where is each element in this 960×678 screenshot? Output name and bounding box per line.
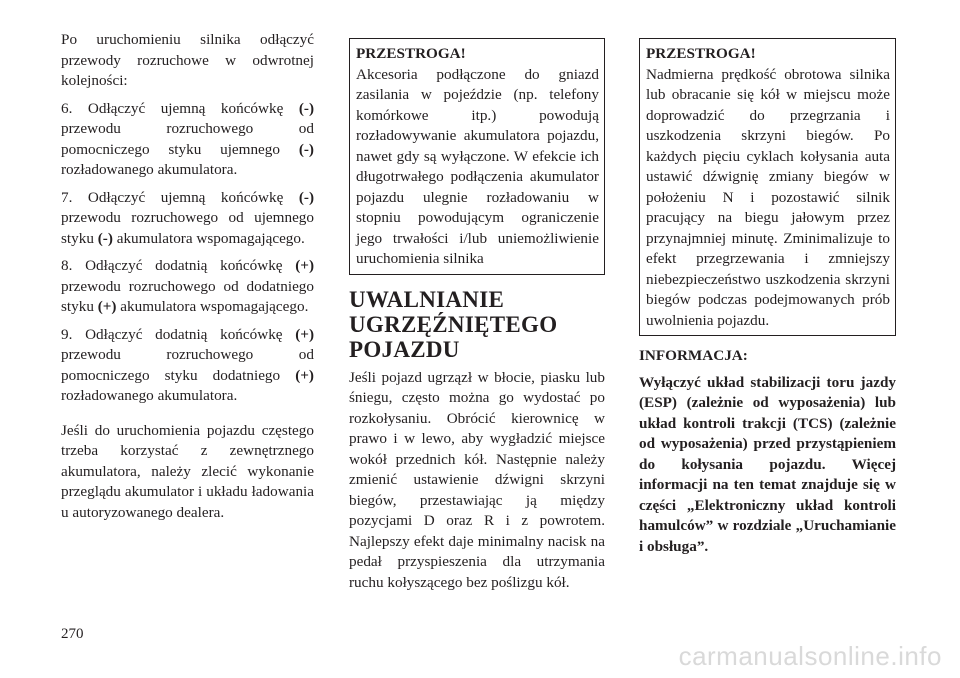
warning-title: PRZESTROGA! — [646, 45, 756, 62]
step-number: 7. — [61, 188, 73, 206]
step-7: 7. Odłączyć ujemną końcówkę (-) przewodu rozruchowego od ujemnego styku (-) akumulatora wspomagającego. — [61, 188, 315, 247]
warning-text: Akcesoria podłączone do gniazd zasilania w pojeździe (np. telefony komórkowe itp.) powodują rozładowywanie akumulatora pojazdu, nawet gdy są wyłączone. W efekcie ich długotrwałego podłączenia akumulator pojazdu ulegnie rozładowaniu w stopniu powodującym ograniczenie jego trwałości i/lub uniemożliwienie uruchomienia silnika — [356, 65, 599, 267]
info-title: INFORMACJA: — [639, 347, 748, 364]
section-body: Jeśli pojazd ugrzązł w błocie, piasku lub śniegu, często można go wydostać po rozkołysaniu. Obrócić kierownicę w prawo i w lewo, aby wygładzić miejsce wokół przednich kół. Następnie należy zmienić ustawienie dźwigni skrzyni biegów, przestawiając ją między pozycjami D oraz R i z powrotem. Najlepszy efekt daje minimalny nacisk na pedał przyspieszenia dla utrzymania ruchu kołyszącego bez poślizgu kół. — [349, 368, 605, 591]
step-number: 9. — [61, 325, 73, 343]
page-number: 270 — [61, 626, 84, 642]
watermark: carmanualsonline.info — [678, 641, 942, 671]
step-number: 6. — [61, 99, 73, 117]
column-left — [61, 30, 314, 530]
column-right — [639, 30, 896, 564]
column-middle — [349, 30, 605, 600]
section-heading: UWALNIANIE UGRZĘŹNIĘTEGO POJAZDU — [349, 286, 558, 362]
step-number: 8. — [61, 257, 73, 274]
info-text: Wyłączyć układ stabilizacji toru jazdy (ESP) (zależnie od wyposażenia) lub układ kontroli trakcji (TCS) (zależnie od wyposażenia) przed przystąpieniem do kołysania pojazdu. Więcej informacji na ten temat znajduje się w części „Elektroniczny układ kontroli hamulców” w rozdziale „Uruchamianie i obsługa”. — [639, 373, 896, 555]
closing-paragraph: Jeśli do uruchomienia pojazdu częstego trzeba korzystać z zewnętrznego akumulatora, należy zlecić wykonanie przeglądu akumulator i układu ładowania u autoryzowanego dealera. — [61, 421, 314, 521]
intro-paragraph: Po uruchomieniu silnika odłączyć przewody rozruchowe w odwrotnej kolejności: — [61, 31, 314, 89]
warning-box-transmission — [639, 38, 896, 336]
step-9: 9. Odłączyć dodatnią końcówkę (+) przewodu rozruchowego od pomocniczego styku dodatniego (+) rozładowanego akumulatora. — [61, 325, 315, 404]
warning-box-accessories — [349, 38, 605, 275]
warning-text: Nadmierna prędkość obrotowa silnika lub obracanie się kół w miejscu może doprowadzić do przegrzania i uszkodzenia skrzyni biegów. Po każdych pięciu cyklach kołysania auta ustawić dźwignię zmiany biegów w położeniu N i pozostawić silnik pracujący na biegu jałowym przez przynajmniej minutę. Zminimalizuje to efekt przegrzewania i zmniejszy niebezpieczeństwo uszkodzenia skrzyni biegów podczas podejmowanych prób uwolnienia pojazdu. — [646, 65, 890, 329]
step-6: 6. Odłączyć ujemną końcówkę (-) przewodu rozruchowego od pomocniczego styku ujemnego (-) rozładowanego akumulatora. — [61, 99, 315, 178]
step-8: 8. Odłączyć dodatnią końcówkę (+) przewodu rozruchowego od dodatniego styku (+) akumulatora wspomagającego. — [61, 257, 315, 315]
warning-title: PRZESTROGA! — [356, 45, 466, 62]
